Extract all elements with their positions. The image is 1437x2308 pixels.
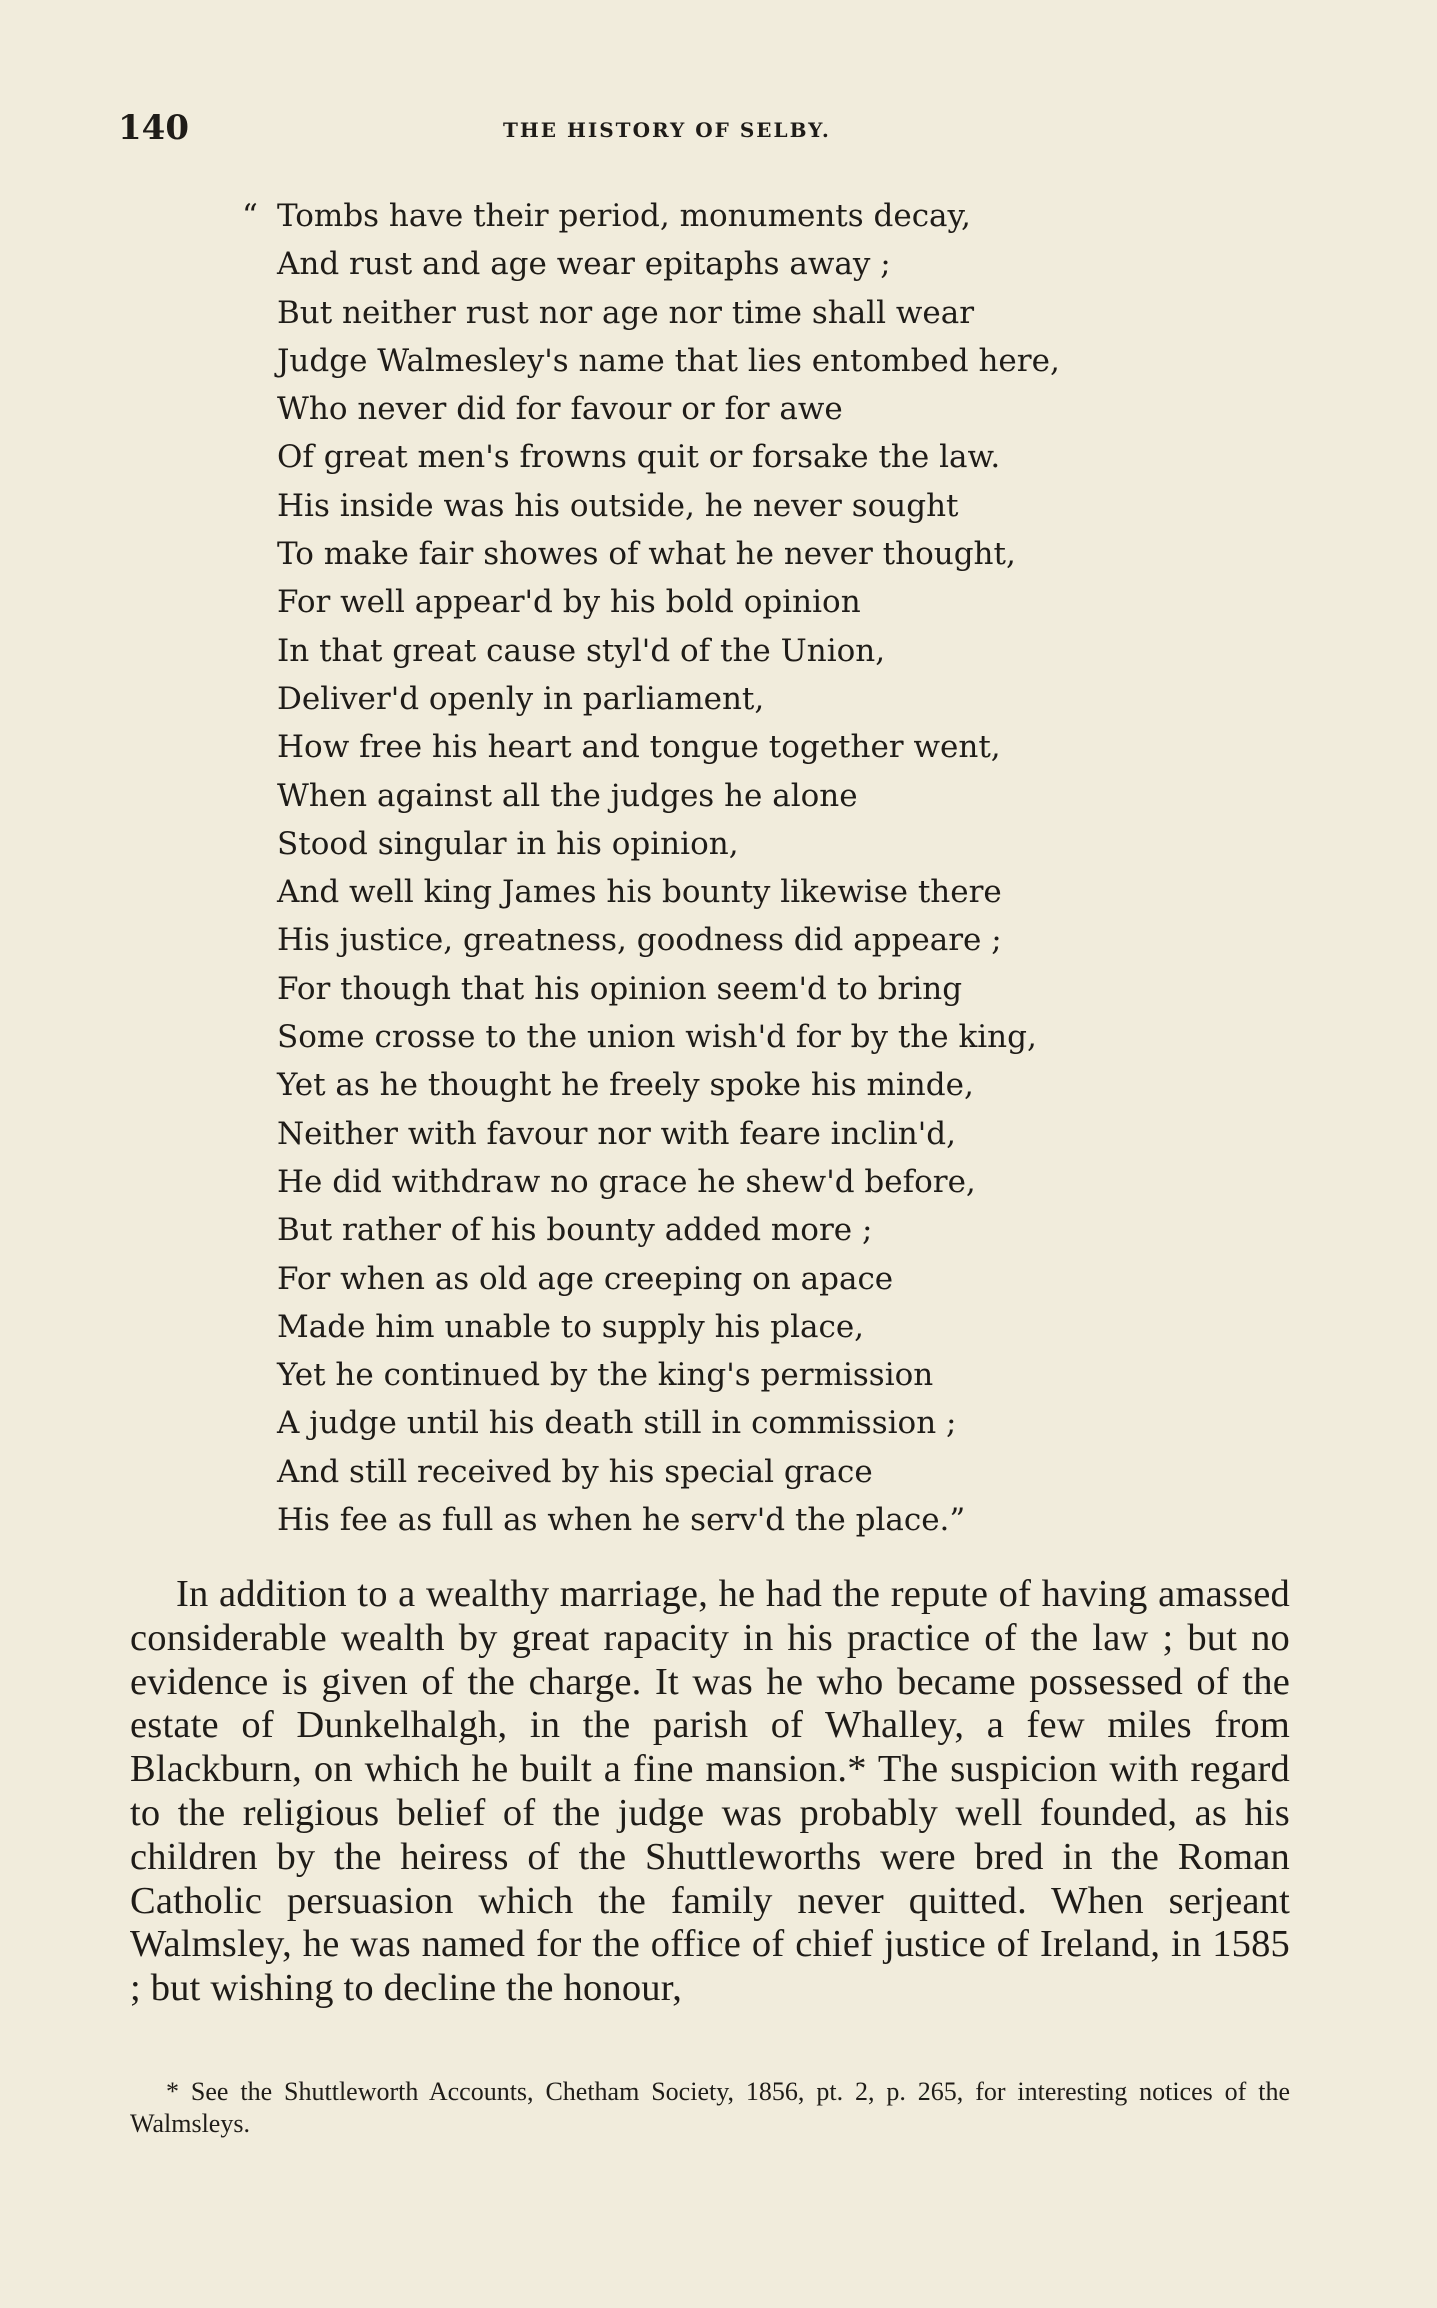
page-header [118, 108, 1290, 148]
running-title: THE HISTORY OF SELBY. [503, 118, 831, 142]
poem-line: But neither rust nor age nor time shall wear [277, 294, 975, 331]
page-number: 140 [118, 108, 189, 148]
poem-line: Neither with favour nor with feare inclin'd, [277, 1115, 956, 1152]
footnote [130, 2076, 1290, 2140]
poem-line: Stood singular in his opinion, [277, 825, 739, 862]
poem-line: Deliver'd openly in parliament, [277, 680, 765, 717]
poem-line: “ Tombs have their period, monuments decay, [242, 192, 1192, 240]
poem-line: Yet as he thought he freely spoke his minde, [277, 1067, 974, 1104]
poem-line: Yet he continued by the king's permission [277, 1357, 934, 1394]
poem-line: And still received by his special grace [277, 1453, 873, 1490]
opening-quote-mark: “ [242, 198, 258, 234]
epitaph-poem [242, 192, 1192, 1544]
poem-line: And well king James his bounty likewise there [277, 874, 1002, 911]
poem-line: How free his heart and tongue together went, [277, 729, 1001, 766]
poem-line: His justice, greatness, goodness did appeare ; [277, 922, 1002, 959]
poem-line: Made him unable to supply his place, [277, 1308, 865, 1345]
poem-line: He did withdraw no grace he shew'd before, [277, 1163, 976, 1200]
poem-line: Of great men's frowns quit or forsake the law. [277, 439, 1001, 476]
body-text [130, 1573, 1290, 2011]
poem-line: For well appear'd by his bold opinion [277, 584, 861, 621]
poem-line: Judge Walmesley's name that lies entombed here, [277, 342, 1060, 379]
poem-line: For though that his opinion seem'd to bring [277, 970, 963, 1007]
poem-line: For when as old age creeping on apace [277, 1260, 894, 1297]
poem-line: His fee as full as when he serv'd the place.” [277, 1502, 966, 1539]
poem-line: A judge until his death still in commission ; [277, 1405, 957, 1442]
body-paragraph: In addition to a wealthy marriage, he had the repute of having amassed considerable wealth by great rapacity in his practice of the law ; but no evidence is given of the charge. It was he who became possessed of the estate of Dunkelhalgh, in the parish of Whalley, a few miles from Blackburn, on which he built a fine mansion.* The suspicion with regard to the religious belief of the judge was probably well founded, as his children by the heiress of the Shuttleworths were bred in the Roman Catholic persuasion which the family never quitted. When serjeant Walmsley, he was named for the office of chief justice of Ireland, in 1585 ; but wishing to decline the honour, [130, 1573, 1290, 2010]
poem-line: To make fair showes of what he never thought, [277, 536, 1016, 573]
poem-line: In that great cause styl'd of the Union, [277, 632, 886, 669]
poem-line: Some crosse to the union wish'd for by the king, [277, 1019, 1037, 1056]
poem-line: His inside was his outside, he never sought [277, 487, 959, 524]
poem-line: But rather of his bounty added more ; [277, 1212, 873, 1249]
poem-line: And rust and age wear epitaphs away ; [277, 246, 891, 283]
poem-line: When against all the judges he alone [277, 777, 858, 814]
poem-line: Who never did for favour or for awe [277, 391, 843, 428]
footnote-text: * See the Shuttleworth Accounts, Chetham Society, 1856, pt. 2, p. 265, for interesting notices of the Walmsleys. [130, 2077, 1290, 2138]
